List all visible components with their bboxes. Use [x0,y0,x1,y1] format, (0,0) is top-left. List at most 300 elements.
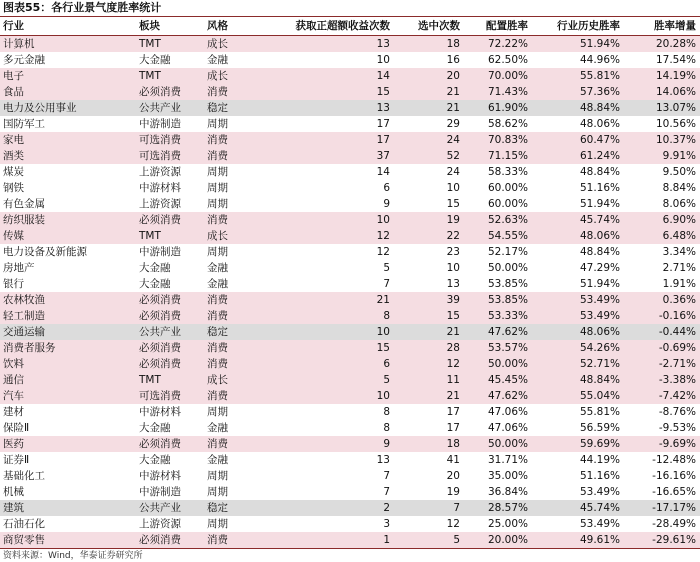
cell-picks: 21 [394,388,464,404]
cell-industry: 轻工制造 [0,308,136,324]
table-row [0,84,700,100]
cell-style: 消费 [204,356,264,372]
cell-hist: 48.84% [579,166,620,178]
cell-wins: 13 [264,100,394,116]
cell-style: 周期 [207,182,228,194]
cell-industry: 汽车 [0,388,136,404]
cell-style: 成长 [204,68,264,84]
cell-rate: 47.62% [464,388,532,404]
cell-style: 金融 [207,262,228,274]
cell-delta: 10.56% [655,118,696,130]
cell-hist: 55.04% [532,388,624,404]
cell-picks: 17 [446,422,460,434]
cell-rate: 36.84% [487,486,528,498]
cell-hist: 53.49% [579,486,620,498]
cell-industry: 有色金属 [3,198,45,210]
cell-rate: 47.06% [487,406,528,418]
cell-industry: 通信 [0,372,136,388]
figure-title: 图表55：各行业景气度胜率统计 [3,1,162,14]
cell-style: 周期 [207,198,228,210]
cell-picks: 21 [394,84,464,100]
cell-industry: 房地产 [3,262,35,274]
cell-hist: 51.94% [579,198,620,210]
cell-wins: 21 [264,292,394,308]
cell-picks: 18 [394,36,464,53]
cell-rate: 47.62% [464,324,532,340]
cell-sector: 必须消费 [136,292,204,308]
cell-sector: 公共产业 [136,324,204,340]
cell-hist: 48.06% [532,324,624,340]
cell-picks: 7 [394,500,464,516]
cell-rate: 60.00% [487,182,528,194]
cell-style: 消费 [204,148,264,164]
cell-rate: 53.85% [464,292,532,308]
cell-style: 消费 [204,388,264,404]
table-row [0,52,700,68]
cell-wins: 6 [264,356,394,372]
cell-rate: 53.85% [487,278,528,290]
table-row [0,292,700,308]
cell-style: 周期 [207,246,228,258]
cell-industry: 电力及公用事业 [0,100,136,116]
cell-sector: 上游资源 [139,166,181,178]
cell-sector: 必须消费 [136,532,204,549]
cell-rate: 31.71% [487,454,528,466]
col-header-rate: 配置胜率 [464,17,532,36]
cell-delta: 10.37% [624,132,700,148]
cell-sector: 必须消费 [136,308,204,324]
col-header-wins: 获取正超额收益次数 [264,17,394,36]
cell-rate: 50.00% [464,356,532,372]
cell-sector: 上游资源 [139,198,181,210]
cell-style: 消费 [204,340,264,356]
cell-sector: 大金融 [139,54,171,66]
cell-wins: 37 [264,148,394,164]
cell-picks: 5 [394,532,464,549]
cell-rate: 71.43% [464,84,532,100]
cell-delta: 8.06% [662,198,696,210]
cell-sector: 大金融 [139,422,171,434]
cell-delta: -12.48% [652,454,696,466]
col-header-industry: 行业 [0,17,136,36]
cell-rate: 52.63% [464,212,532,228]
cell-style: 成长 [204,36,264,53]
cell-style: 周期 [207,518,228,530]
cell-delta: 9.50% [662,166,696,178]
cell-wins: 7 [383,470,390,482]
table-row [0,356,700,372]
cell-delta: -3.38% [624,372,700,388]
cell-style: 稳定 [204,500,264,516]
cell-hist: 53.49% [532,308,624,324]
cell-wins: 15 [264,84,394,100]
cell-wins: 2 [264,500,394,516]
cell-sector: 中游材料 [139,406,181,418]
cell-sector: 中游制造 [139,486,181,498]
cell-sector: 必须消费 [136,212,204,228]
table-row [0,132,700,148]
cell-industry: 家电 [0,132,136,148]
cell-rate: 25.00% [487,518,528,530]
table-row [0,148,700,164]
cell-industry: 保险Ⅱ [3,422,30,434]
cell-delta: 6.90% [624,212,700,228]
cell-sector: 大金融 [139,454,171,466]
table-row [0,36,700,53]
cell-rate: 71.15% [464,148,532,164]
cell-hist: 53.49% [532,292,624,308]
cell-sector: 必须消费 [136,84,204,100]
cell-hist: 44.19% [579,454,620,466]
cell-hist: 48.06% [532,228,624,244]
table-row [0,260,700,276]
cell-style: 金融 [207,278,228,290]
source-note: 资料来源：Wind，华泰证券研究所 [3,551,143,561]
cell-wins: 17 [264,132,394,148]
cell-wins: 12 [264,228,394,244]
cell-rate: 28.57% [464,500,532,516]
cell-style: 消费 [204,308,264,324]
cell-picks: 21 [394,324,464,340]
cell-style: 周期 [207,118,228,130]
figure-title-bar [0,0,700,17]
table-row [0,340,700,356]
cell-rate: 54.55% [464,228,532,244]
cell-hist: 59.69% [532,436,624,452]
table-row [0,532,700,549]
cell-rate: 45.45% [464,372,532,388]
cell-hist: 55.81% [532,68,624,84]
table-row [0,420,700,436]
cell-hist: 45.74% [532,212,624,228]
cell-hist: 60.47% [532,132,624,148]
cell-industry: 钢铁 [3,182,24,194]
cell-rate: 61.90% [464,100,532,116]
cell-delta: -16.16% [652,470,696,482]
cell-hist: 48.06% [579,118,620,130]
cell-sector: 中游制造 [139,118,181,130]
cell-delta: 14.19% [624,68,700,84]
col-header-hist: 行业历史胜率 [532,17,624,36]
cell-hist: 55.81% [579,406,620,418]
table-header-row [0,17,700,36]
cell-industry: 食品 [0,84,136,100]
cell-picks: 18 [394,436,464,452]
cell-style: 消费 [204,212,264,228]
cell-sector: TMT [136,372,204,388]
cell-sector: 公共产业 [136,100,204,116]
cell-hist: 56.59% [579,422,620,434]
col-header-delta: 胜率增量 [624,17,700,36]
table-row [0,196,700,212]
cell-sector: TMT [136,68,204,84]
cell-industry: 农林牧渔 [0,292,136,308]
cell-delta: -0.69% [624,340,700,356]
cell-style: 周期 [207,486,228,498]
cell-picks: 20 [446,470,460,482]
cell-delta: -16.65% [652,486,696,498]
cell-wins: 17 [376,118,390,130]
cell-industry: 基础化工 [3,470,45,482]
cell-hist: 53.49% [579,518,620,530]
cell-sector: 中游材料 [139,470,181,482]
cell-rate: 35.00% [487,470,528,482]
cell-picks: 28 [394,340,464,356]
cell-style: 周期 [207,470,228,482]
cell-wins: 13 [264,36,394,53]
cell-style: 消费 [204,132,264,148]
cell-picks: 12 [394,356,464,372]
table-row [0,516,700,532]
cell-wins: 9 [264,436,394,452]
cell-rate: 50.00% [487,262,528,274]
cell-picks: 41 [446,454,460,466]
cell-rate: 53.33% [464,308,532,324]
cell-picks: 10 [446,262,460,274]
cell-rate: 47.06% [487,422,528,434]
cell-rate: 72.22% [464,36,532,53]
cell-industry: 交通运输 [0,324,136,340]
cell-rate: 58.62% [487,118,528,130]
cell-sector: 中游材料 [139,182,181,194]
cell-style: 周期 [207,406,228,418]
cell-wins: 15 [264,340,394,356]
table-row [0,244,700,260]
cell-picks: 17 [446,406,460,418]
cell-rate: 50.00% [464,436,532,452]
cell-rate: 20.00% [464,532,532,549]
cell-style: 金融 [207,54,228,66]
cell-wins: 3 [383,518,390,530]
cell-hist: 51.16% [579,470,620,482]
cell-sector: 可选消费 [136,388,204,404]
cell-delta: -8.76% [658,406,696,418]
cell-wins: 5 [264,372,394,388]
cell-wins: 10 [264,388,394,404]
cell-hist: 48.84% [579,246,620,258]
cell-delta: 1.91% [662,278,696,290]
cell-industry: 银行 [3,278,24,290]
cell-picks: 19 [446,486,460,498]
cell-hist: 45.74% [532,500,624,516]
col-header-sector: 板块 [136,17,204,36]
cell-hist: 52.71% [532,356,624,372]
cell-delta: 9.91% [624,148,700,164]
cell-picks: 15 [446,198,460,210]
cell-wins: 10 [264,212,394,228]
cell-wins: 13 [376,454,390,466]
cell-industry: 饮料 [0,356,136,372]
table-row [0,388,700,404]
cell-industry: 商贸零售 [0,532,136,549]
cell-delta: -0.44% [624,324,700,340]
table-row [0,212,700,228]
cell-rate: 62.50% [487,54,528,66]
cell-picks: 20 [394,68,464,84]
cell-hist: 57.36% [532,84,624,100]
table-row [0,372,700,388]
cell-picks: 23 [446,246,460,258]
cell-style: 消费 [204,292,264,308]
cell-delta: -7.42% [624,388,700,404]
table-row [0,324,700,340]
cell-style: 稳定 [204,324,264,340]
cell-picks: 12 [446,518,460,530]
cell-sector: 必须消费 [136,340,204,356]
cell-picks: 16 [446,54,460,66]
cell-hist: 54.26% [532,340,624,356]
cell-delta: 13.07% [624,100,700,116]
cell-delta: 8.84% [662,182,696,194]
cell-wins: 6 [383,182,390,194]
cell-style: 成长 [204,228,264,244]
cell-rate: 52.17% [487,246,528,258]
cell-picks: 29 [446,118,460,130]
cell-sector: 必须消费 [136,356,204,372]
cell-hist: 44.96% [579,54,620,66]
cell-picks: 39 [394,292,464,308]
cell-style: 金融 [207,422,228,434]
cell-delta: 20.28% [624,36,700,53]
table-row [0,164,700,180]
cell-sector: TMT [136,228,204,244]
cell-delta: 6.48% [624,228,700,244]
cell-rate: 70.83% [464,132,532,148]
cell-rate: 53.57% [464,340,532,356]
cell-sector: TMT [136,36,204,53]
col-header-style: 风格 [204,17,264,36]
cell-delta: 2.71% [662,262,696,274]
cell-hist: 49.61% [532,532,624,549]
cell-picks: 22 [394,228,464,244]
cell-wins: 5 [383,262,390,274]
cell-industry: 石油石化 [3,518,45,530]
cell-style: 稳定 [204,100,264,116]
table-row [0,100,700,116]
cell-wins: 8 [383,406,390,418]
cell-delta: 3.34% [662,246,696,258]
table-row [0,468,700,484]
cell-delta: 14.06% [624,84,700,100]
cell-sector: 上游资源 [139,518,181,530]
cell-delta: 0.36% [624,292,700,308]
cell-wins: 10 [264,324,394,340]
cell-style: 金融 [207,454,228,466]
cell-rate: 58.33% [487,166,528,178]
cell-picks: 13 [446,278,460,290]
cell-industry: 建筑 [0,500,136,516]
cell-hist: 51.94% [579,278,620,290]
cell-sector: 必须消费 [136,436,204,452]
table-row [0,308,700,324]
cell-picks: 15 [394,308,464,324]
cell-hist: 48.84% [532,100,624,116]
cell-wins: 7 [383,486,390,498]
cell-rate: 70.00% [464,68,532,84]
cell-wins: 14 [264,68,394,84]
cell-sector: 可选消费 [136,132,204,148]
cell-style: 消费 [204,84,264,100]
cell-delta: -0.16% [624,308,700,324]
cell-style: 成长 [204,372,264,388]
cell-sector: 中游制造 [139,246,181,258]
cell-wins: 7 [383,278,390,290]
table-body [0,36,700,549]
cell-wins: 9 [383,198,390,210]
table-row [0,276,700,292]
cell-industry: 消费者服务 [0,340,136,356]
cell-wins: 14 [376,166,390,178]
cell-delta: -28.49% [652,518,696,530]
cell-industry: 酒类 [0,148,136,164]
cell-hist: 48.84% [532,372,624,388]
cell-hist: 61.24% [532,148,624,164]
cell-industry: 电子 [0,68,136,84]
cell-delta: -17.17% [624,500,700,516]
cell-delta: 17.54% [655,54,696,66]
cell-industry: 计算机 [0,36,136,53]
cell-picks: 24 [446,166,460,178]
cell-delta: -9.53% [658,422,696,434]
table-row [0,484,700,500]
table-row [0,452,700,468]
cell-delta: -9.69% [624,436,700,452]
cell-industry: 电力设备及新能源 [3,246,87,258]
cell-wins: 1 [264,532,394,549]
cell-industry: 机械 [3,486,24,498]
cell-style: 消费 [204,532,264,549]
cell-hist: 51.94% [532,36,624,53]
table-row [0,228,700,244]
cell-industry: 多元金融 [3,54,45,66]
table-row [0,436,700,452]
cell-industry: 纺织服装 [0,212,136,228]
cell-industry: 传媒 [0,228,136,244]
cell-industry: 国防军工 [3,118,45,130]
cell-sector: 大金融 [139,278,171,290]
cell-style: 消费 [204,436,264,452]
cell-sector: 公共产业 [136,500,204,516]
cell-rate: 60.00% [487,198,528,210]
cell-picks: 11 [394,372,464,388]
cell-wins: 8 [264,308,394,324]
cell-sector: 大金融 [139,262,171,274]
cell-industry: 证券Ⅱ [3,454,30,466]
col-header-picks: 选中次数 [394,17,464,36]
table-row [0,68,700,84]
cell-picks: 52 [394,148,464,164]
industry-win-rate-table [0,17,700,549]
cell-wins: 8 [383,422,390,434]
table-row [0,404,700,420]
cell-wins: 12 [376,246,390,258]
table-row [0,500,700,516]
cell-delta: -2.71% [624,356,700,372]
cell-picks: 10 [446,182,460,194]
cell-hist: 51.16% [579,182,620,194]
cell-style: 周期 [207,166,228,178]
cell-industry: 医药 [0,436,136,452]
table-row [0,180,700,196]
cell-industry: 建材 [3,406,24,418]
table-row [0,116,700,132]
cell-picks: 24 [394,132,464,148]
cell-hist: 47.29% [579,262,620,274]
cell-industry: 煤炭 [3,166,24,178]
cell-delta: -29.61% [624,532,700,549]
cell-sector: 可选消费 [136,148,204,164]
cell-picks: 21 [394,100,464,116]
